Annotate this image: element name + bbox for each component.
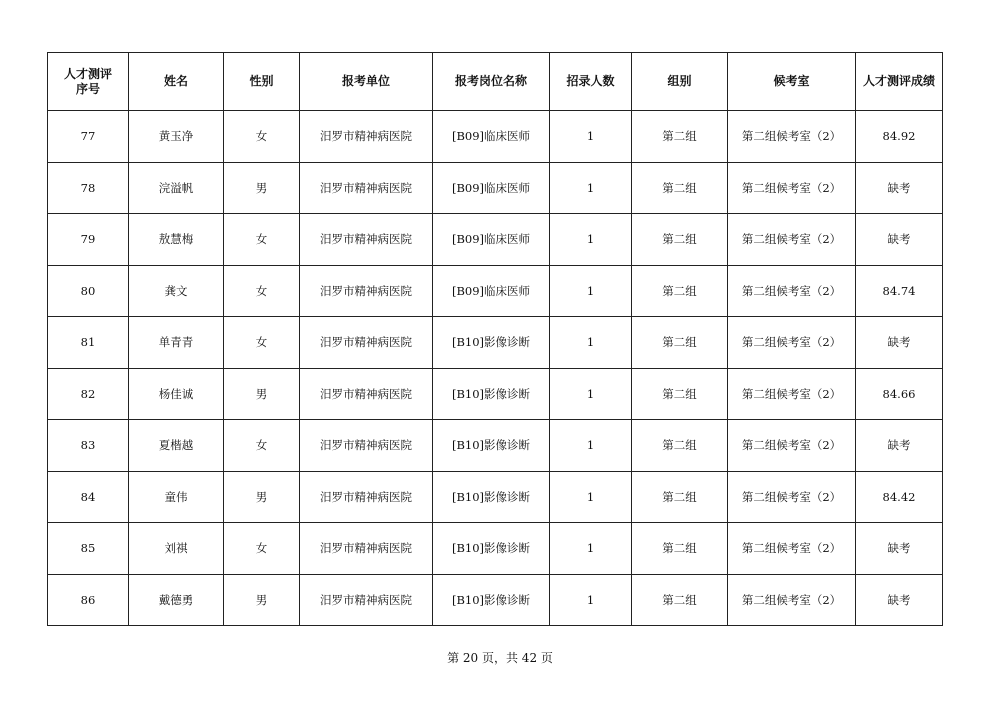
header-position: 报考岗位名称 — [433, 53, 550, 111]
table-row — [48, 471, 943, 523]
cell-score: 84.92 — [856, 111, 943, 163]
cell-score: 缺考 — [856, 317, 943, 369]
cell-score: 缺考 — [856, 574, 943, 626]
cell-unit: 汨罗市精神病医院 — [300, 368, 433, 420]
cell-score: 84.66 — [856, 368, 943, 420]
cell-room: 第二组候考室（2） — [728, 162, 856, 214]
header-row — [48, 53, 943, 111]
cell-position: [B09]临床医师 — [433, 265, 550, 317]
cell-group: 第二组 — [632, 265, 728, 317]
cell-group: 第二组 — [632, 574, 728, 626]
table-row — [48, 523, 943, 575]
cell-room: 第二组候考室（2） — [728, 523, 856, 575]
cell-unit: 汨罗市精神病医院 — [300, 214, 433, 266]
cell-gender: 女 — [224, 214, 300, 266]
cell-group: 第二组 — [632, 368, 728, 420]
table-row — [48, 368, 943, 420]
cell-room: 第二组候考室（2） — [728, 111, 856, 163]
cell-gender: 男 — [224, 368, 300, 420]
cell-gender: 男 — [224, 471, 300, 523]
cell-seq: 86 — [48, 574, 129, 626]
header-name: 姓名 — [129, 53, 224, 111]
cell-name: 敖慧梅 — [129, 214, 224, 266]
cell-quota: 1 — [550, 523, 632, 575]
cell-position: [B09]临床医师 — [433, 111, 550, 163]
cell-name: 夏楷越 — [129, 420, 224, 472]
cell-unit: 汨罗市精神病医院 — [300, 162, 433, 214]
cell-position: [B10]影像诊断 — [433, 368, 550, 420]
cell-position: [B09]临床医师 — [433, 214, 550, 266]
cell-group: 第二组 — [632, 214, 728, 266]
cell-quota: 1 — [550, 420, 632, 472]
cell-unit: 汨罗市精神病医院 — [300, 574, 433, 626]
cell-name: 单青青 — [129, 317, 224, 369]
page-number-footer: 第 20 页，共 42 页 — [447, 651, 553, 665]
cell-quota: 1 — [550, 317, 632, 369]
cell-name: 戴德勇 — [129, 574, 224, 626]
cell-position: [B10]影像诊断 — [433, 523, 550, 575]
cell-unit: 汨罗市精神病医院 — [300, 471, 433, 523]
cell-unit: 汨罗市精神病医院 — [300, 265, 433, 317]
table-row — [48, 214, 943, 266]
cell-score: 84.74 — [856, 265, 943, 317]
cell-name: 童伟 — [129, 471, 224, 523]
cell-name: 刘祺 — [129, 523, 224, 575]
cell-score: 缺考 — [856, 214, 943, 266]
cell-position: [B10]影像诊断 — [433, 471, 550, 523]
cell-gender: 男 — [224, 574, 300, 626]
cell-seq: 81 — [48, 317, 129, 369]
cell-gender: 女 — [224, 523, 300, 575]
cell-quota: 1 — [550, 162, 632, 214]
cell-score: 缺考 — [856, 162, 943, 214]
cell-position: [B10]影像诊断 — [433, 317, 550, 369]
header-gender: 性别 — [224, 53, 300, 111]
cell-room: 第二组候考室（2） — [728, 368, 856, 420]
cell-unit: 汨罗市精神病医院 — [300, 420, 433, 472]
cell-score: 缺考 — [856, 420, 943, 472]
cell-group: 第二组 — [632, 471, 728, 523]
header-quota: 招录人数 — [550, 53, 632, 111]
cell-unit: 汨罗市精神病医院 — [300, 523, 433, 575]
cell-seq: 82 — [48, 368, 129, 420]
cell-group: 第二组 — [632, 111, 728, 163]
cell-seq: 79 — [48, 214, 129, 266]
cell-seq: 83 — [48, 420, 129, 472]
header-seq — [48, 53, 129, 111]
cell-score: 缺考 — [856, 523, 943, 575]
cell-room: 第二组候考室（2） — [728, 574, 856, 626]
cell-room: 第二组候考室（2） — [728, 420, 856, 472]
cell-gender: 女 — [224, 265, 300, 317]
cell-quota: 1 — [550, 214, 632, 266]
header-unit: 报考单位 — [300, 53, 433, 111]
cell-name: 杨佳诚 — [129, 368, 224, 420]
cell-seq: 77 — [48, 111, 129, 163]
header-seq-line1: 人才测评 — [63, 66, 112, 81]
cell-score: 84.42 — [856, 471, 943, 523]
cell-position: [B09]临床医师 — [433, 162, 550, 214]
cell-name: 黄玉净 — [129, 111, 224, 163]
header-score: 人才测评成绩 — [856, 53, 943, 111]
cell-quota: 1 — [550, 471, 632, 523]
table-row — [48, 574, 943, 626]
cell-name: 龚文 — [129, 265, 224, 317]
cell-group: 第二组 — [632, 523, 728, 575]
cell-quota: 1 — [550, 574, 632, 626]
cell-gender: 男 — [224, 162, 300, 214]
header-group: 组别 — [632, 53, 728, 111]
cell-gender: 女 — [224, 111, 300, 163]
header-room: 候考室 — [728, 53, 856, 111]
table-row — [48, 420, 943, 472]
cell-group: 第二组 — [632, 162, 728, 214]
cell-unit: 汨罗市精神病医院 — [300, 317, 433, 369]
cell-quota: 1 — [550, 111, 632, 163]
cell-seq: 85 — [48, 523, 129, 575]
cell-room: 第二组候考室（2） — [728, 214, 856, 266]
cell-quota: 1 — [550, 368, 632, 420]
cell-room: 第二组候考室（2） — [728, 265, 856, 317]
cell-seq: 78 — [48, 162, 129, 214]
results-table — [47, 52, 943, 626]
cell-group: 第二组 — [632, 317, 728, 369]
table-row — [48, 265, 943, 317]
table-row — [48, 111, 943, 163]
cell-gender: 女 — [224, 420, 300, 472]
cell-room: 第二组候考室（2） — [728, 317, 856, 369]
table-row — [48, 317, 943, 369]
cell-room: 第二组候考室（2） — [728, 471, 856, 523]
cell-gender: 女 — [224, 317, 300, 369]
cell-quota: 1 — [550, 265, 632, 317]
cell-position: [B10]影像诊断 — [433, 574, 550, 626]
cell-seq: 84 — [48, 471, 129, 523]
cell-name: 浣溢帆 — [129, 162, 224, 214]
cell-position: [B10]影像诊断 — [433, 420, 550, 472]
cell-seq: 80 — [48, 265, 129, 317]
header-seq-line2: 序号 — [75, 81, 100, 96]
cell-unit: 汨罗市精神病医院 — [300, 111, 433, 163]
table-row — [48, 162, 943, 214]
cell-group: 第二组 — [632, 420, 728, 472]
